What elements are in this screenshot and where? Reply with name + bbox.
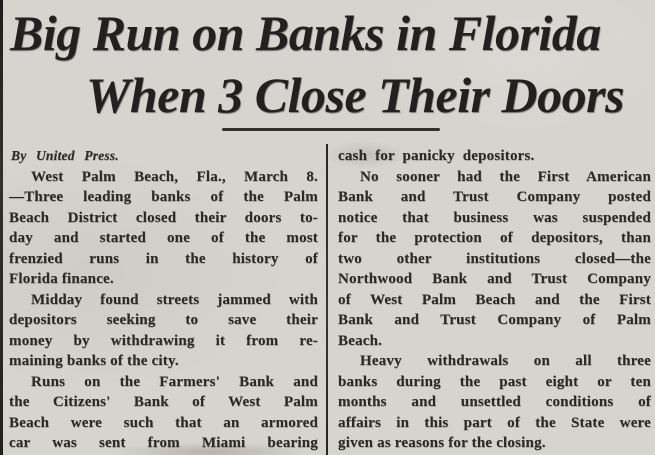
body-text-line: Florida finance. bbox=[9, 271, 114, 287]
body-text-line: Bank and Trust Company of Palm bbox=[338, 312, 651, 328]
body-text-line: of West Palm Beach and the First bbox=[338, 291, 651, 308]
headline-line-1: Big Run on Banks in Florida bbox=[10, 5, 601, 61]
body-text-line: West Palm Beach, Fla., March 8. bbox=[31, 168, 318, 185]
body-text-line: frenzied runs in the history of bbox=[9, 250, 318, 267]
body-text-line: for the protection of depositors, than bbox=[338, 230, 651, 246]
body-text-line: cash for panicky depositors. bbox=[338, 148, 535, 164]
body-text-line: day and started one of the most bbox=[9, 230, 318, 246]
body-text-line: the Citizens' Bank of West Palm bbox=[9, 394, 318, 410]
body-text-line: months and unsettled conditions of bbox=[338, 394, 651, 410]
body-text-line: Bank and Trust Company posted bbox=[338, 189, 651, 205]
body-text-line: banks during the past eight or ten bbox=[338, 373, 651, 390]
body-text-line: Midday found streets jammed with bbox=[31, 291, 318, 308]
body-text-line: depositors seeking to save their bbox=[9, 312, 318, 328]
headline-line-2: When 3 Close Their Doors bbox=[86, 67, 625, 123]
body-text-line: Northwood Bank and Trust Company bbox=[338, 271, 651, 287]
body-text-line: affairs in this part of the State were bbox=[338, 414, 651, 431]
body-text-line: Runs on the Farmers' Bank and bbox=[31, 373, 318, 390]
body-text-line: notice that business was suspended bbox=[338, 209, 651, 226]
body-text-line: Beach District closed their doors to- bbox=[9, 209, 318, 226]
body-text-line: —Three leading banks of the Palm bbox=[9, 189, 318, 205]
byline: By United Press. bbox=[11, 148, 119, 163]
body-text-line: money by withdrawing it from re- bbox=[9, 332, 318, 349]
right-column-lines bbox=[338, 146, 651, 454]
body-text-line: given as reasons for the closing. bbox=[338, 435, 546, 451]
left-column-lines bbox=[9, 167, 318, 454]
body-text-line: Beach were such that an armored bbox=[9, 414, 318, 431]
body-text-line: car was sent from Miami bearing bbox=[9, 435, 318, 451]
body-text-line: Beach. bbox=[338, 332, 383, 349]
column-divider-rule bbox=[326, 144, 328, 455]
article-column-right bbox=[338, 146, 651, 454]
headline-underline-rule bbox=[222, 128, 440, 131]
body-text-line: Heavy withdrawals on all three bbox=[360, 353, 651, 369]
body-text-line: No sooner had the First American bbox=[360, 168, 651, 185]
body-text-line: maining banks of the city. bbox=[9, 353, 179, 369]
article-column-left bbox=[9, 146, 318, 454]
body-text-line: two other institutions closed—the bbox=[338, 250, 651, 267]
left-page-rule bbox=[0, 0, 3, 455]
